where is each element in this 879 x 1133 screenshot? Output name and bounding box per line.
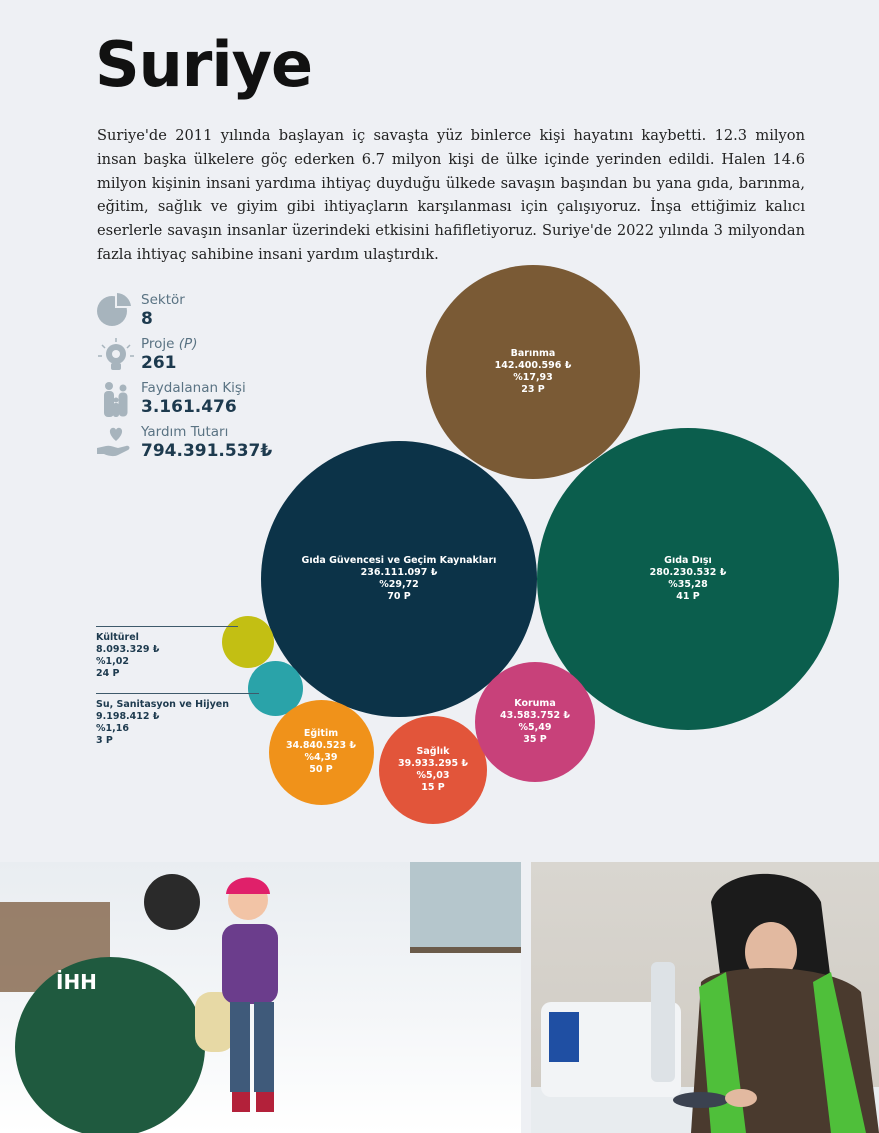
stat-label: Faydalanan Kişi <box>141 380 246 396</box>
sector-percent: %4,39 <box>304 752 338 763</box>
bubble-barınma <box>426 265 640 479</box>
sector-percent: %1,16 <box>96 723 129 734</box>
photo-aid-worker-child-illustration <box>0 862 521 1133</box>
stat-value: 794.391.537₺ <box>141 441 273 461</box>
pie-chart-icon <box>96 292 136 330</box>
sector-name: Gıda Güvencesi ve Geçim Kaynakları <box>301 555 497 566</box>
photo-sewing-woman-illustration <box>531 862 879 1133</box>
ihh-logo: İHH <box>56 970 97 994</box>
sector-amount: 280.230.532 ₺ <box>649 567 727 578</box>
sector-name: Gıda Dışı <box>664 555 712 566</box>
family-icon <box>96 380 136 418</box>
stat-label-suffix: (P) <box>178 336 198 352</box>
kulturel-leader-line <box>96 626 238 627</box>
sector-projects: 24 P <box>96 668 120 679</box>
sector-name: Su, Sanitasyon ve Hijyen <box>96 699 229 710</box>
sector-amount: 34.840.523 ₺ <box>285 740 357 751</box>
sector-name: Kültürel <box>96 632 139 643</box>
sector-projects: 15 P <box>421 782 445 793</box>
sector-percent: %29,72 <box>379 579 419 590</box>
sector-amount: 142.400.596 ₺ <box>494 360 572 371</box>
sector-name: Barınma <box>510 348 556 359</box>
photo-aid-worker-child <box>0 862 521 1133</box>
sector-name: Eğitim <box>303 728 339 739</box>
bubble-sağlık <box>379 716 487 824</box>
sector-projects: 50 P <box>309 764 333 775</box>
hand-heart-icon <box>96 424 136 462</box>
su-leader-line <box>96 693 259 694</box>
sector-projects: 70 P <box>387 591 411 602</box>
photo-sewing-woman <box>531 862 879 1133</box>
sector-percent: %35,28 <box>668 579 708 590</box>
lightbulb-gear-icon <box>96 336 136 374</box>
sector-percent: %5,49 <box>518 722 552 733</box>
stat-label: Sektör <box>141 292 185 308</box>
stat-label: Yardım Tutarı <box>141 424 229 440</box>
bubble-eğitim <box>269 700 374 805</box>
sector-amount: 8.093.329 ₺ <box>96 644 160 655</box>
sector-amount: 9.198.412 ₺ <box>96 711 160 722</box>
bubble-kültürel <box>222 616 274 668</box>
sector-amount: 43.583.752 ₺ <box>499 710 571 721</box>
sector-projects: 23 P <box>521 384 545 395</box>
stat-value: 8 <box>141 309 153 329</box>
sector-percent: %1,02 <box>96 656 129 667</box>
bubble-koruma <box>475 662 595 782</box>
page-title: Suriye <box>95 28 313 101</box>
stat-label: Proje <box>141 336 175 352</box>
sector-amount: 236.111.097 ₺ <box>360 567 438 578</box>
kulturel-label-box <box>96 632 159 680</box>
sector-amount: 39.933.295 ₺ <box>397 758 469 769</box>
stat-value: 261 <box>141 353 177 373</box>
sector-name: Koruma <box>514 698 556 709</box>
sector-projects: 3 P <box>96 735 113 746</box>
sector-percent: %5,03 <box>416 770 450 781</box>
su-label-box <box>96 699 229 747</box>
sector-projects: 35 P <box>523 734 547 745</box>
sector-name: Sağlık <box>416 746 450 757</box>
stat-value: 3.161.476 <box>141 397 237 417</box>
sector-projects: 41 P <box>676 591 700 602</box>
sector-percent: %17,93 <box>513 372 553 383</box>
intro-paragraph: Suriye'de 2011 yılında başlayan iç savaşta yüz binlerce kişi hayatını kaybetti. 12.3 milyon insan başka ülkelere göç ederken 6.7 milyon kişi de ülke içinde yerinden edildi. Halen 14.6 milyon kişinin insani yardıma ihtiyaç duyduğu ülkede savaşın başından bu yana gıda, barınma, eğitim, sağlık ve giyim gibi ihtiyaçların karşılanması için çalışıyoruz. İnşa ettiğimiz kalıcı eserlerle savaşın insanlar üzerindeki etkisini hafifletiyoruz. Suriye'de 2022 yılında 3 milyondan fazla ihtiyaç sahibine insani yardım ulaştırdık. <box>97 127 805 263</box>
